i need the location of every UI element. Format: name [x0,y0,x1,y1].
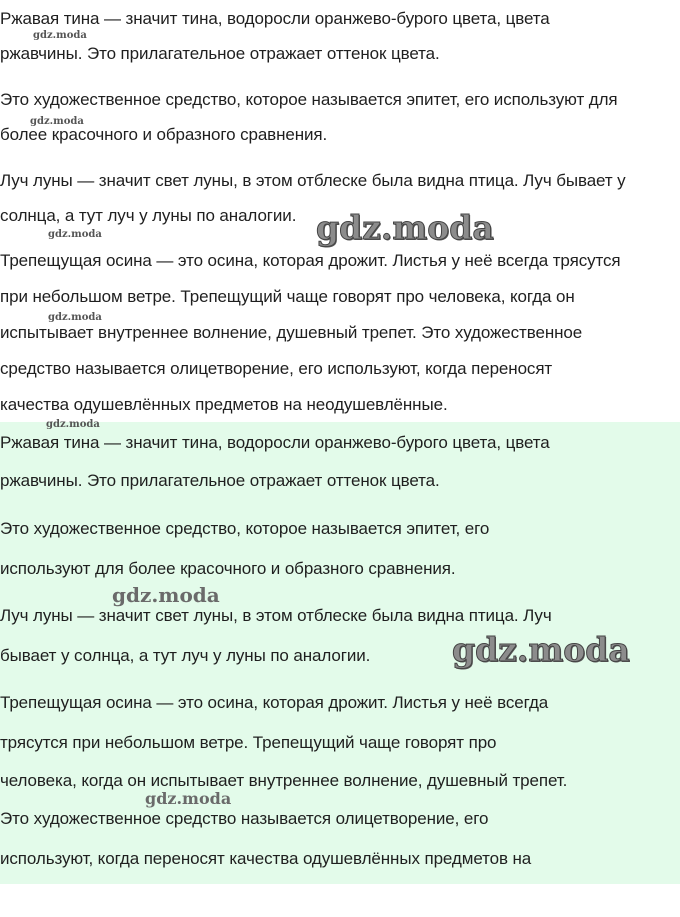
text-line: человека, когда он испытывает внутреннее волнение, душевный трепет. [0,771,568,790]
watermark: gdz.moda [112,583,220,607]
text-line: Трепещущая осина — это осина, которая дрожит. Листья у неё всегда трясутся [0,251,621,270]
text-line: средство называется олицетворение, его используют, когда переносят [0,359,553,378]
text-line: трясутся при небольшом ветре. Трепещущий чаще говорят про [0,733,497,752]
text-line: Это художественное средство, которое называется эпитет, его используют для [0,90,618,109]
text-line: Это художественное средство, которое называется эпитет, его [0,519,490,538]
text-line: Луч луны — значит свет луны, в этом отблеске была видна птица. Луч [0,606,552,625]
text-line: используют для более красочного и образного сравнения. [0,559,456,578]
text-line: Ржавая тина — значит тина, водоросли оранжево-бурого цвета, цвета [0,433,550,452]
watermark: gdz.moda [145,789,232,808]
text-line: испытывает внутреннее волнение, душевный трепет. Это художественное [0,323,583,342]
text-line: Это художественное средство называется олицетворение, его [0,809,489,828]
text-line: ржавчины. Это прилагательное отражает оттенок цвета. [0,471,440,490]
text-line: солнца, а тут луч у луны по аналогии. [0,206,297,225]
watermark: gdz.moda [48,229,102,240]
watermark: gdz.moda [33,30,87,41]
text-line: ржавчины. Это прилагательное отражает оттенок цвета. [0,44,440,63]
text-line: используют, когда переносят качества одушевлённых предметов на [0,849,532,868]
text-line: бывает у солнца, а тут луч у луны по аналогии. [0,646,371,665]
text-line: Луч луны — значит свет луны, в этом отблеске была видна птица. Луч бывает у [0,171,626,190]
watermark-logo: gdz.moda [316,208,494,247]
text-line: при небольшом ветре. Трепещущий чаще говорят про человека, когда он [0,287,575,306]
watermark-logo: gdz.moda [452,630,630,669]
text-line: более красочного и образного сравнения. [0,125,328,144]
watermark: gdz.moda [48,312,102,323]
text-line: Ржавая тина — значит тина, водоросли оранжево-бурого цвета, цвета [0,9,550,28]
text-line: качества одушевлённых предметов на неодушевлённые. [0,395,448,414]
watermark: gdz.moda [46,419,100,430]
watermark: gdz.moda [30,116,84,127]
text-line: Трепещущая осина — это осина, которая дрожит. Листья у неё всегда [0,693,549,712]
